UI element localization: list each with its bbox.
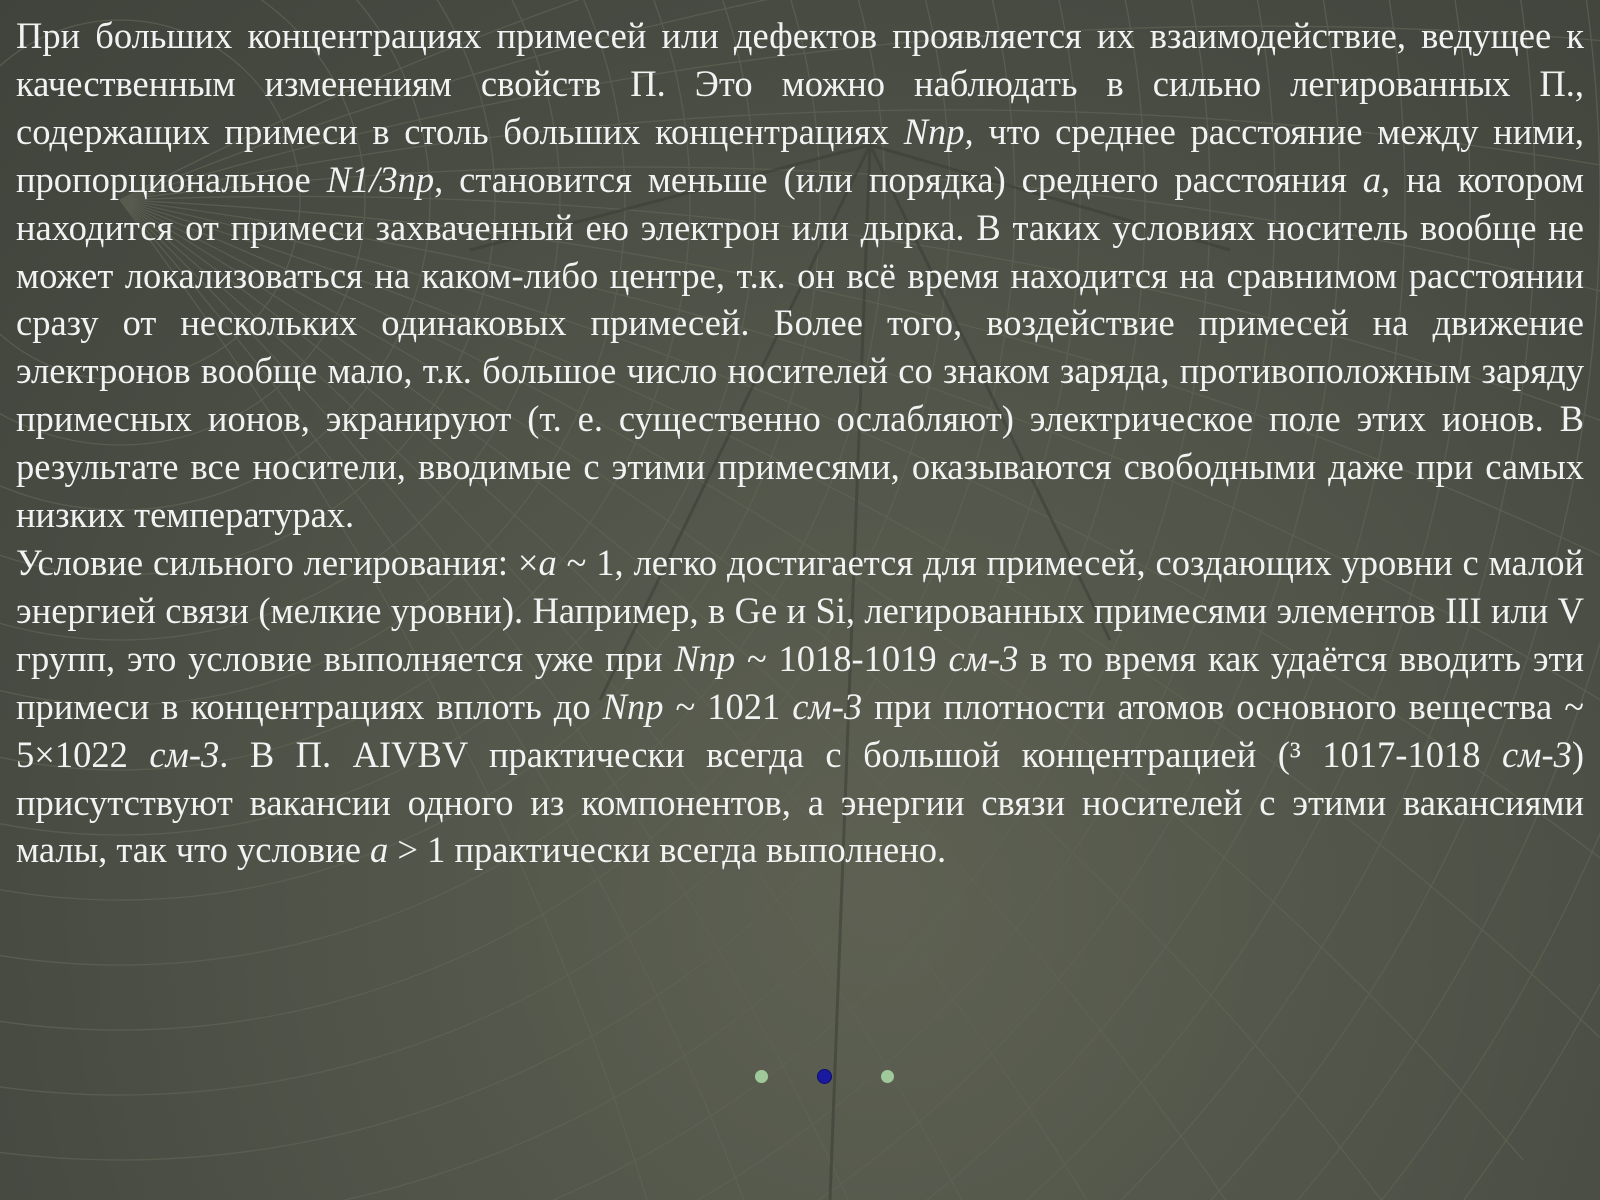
- italic-term: Nпр: [602, 685, 664, 727]
- italic-term: см-3: [792, 685, 863, 727]
- text-run: При больших концентрациях примесей или дефектов проявляется их взаимодействие, ведущее к качественным изменениям свойств П. Это можно наблюдать в сильно легированных П., содержащих примеси в столь больших концентрациях: [16, 15, 1584, 152]
- italic-term: Nпр: [674, 637, 736, 679]
- text-run: , становится меньше (или порядка) среднего расстояния: [434, 158, 1363, 200]
- text-run: ) присутствуют вакансии одного из компонентов, а энергии связи носителей с этими вакансиями малы, так что условие: [16, 733, 1585, 871]
- italic-term: а: [538, 541, 557, 583]
- slide-navigation: [755, 1070, 895, 1086]
- text-run: . В П. AIVBV практически всегда с большой концентрацией (³ 1017-1018: [219, 733, 1502, 775]
- next-slide-dot[interactable]: [881, 1070, 894, 1083]
- paragraph-heavily-doped-semiconductors: [16, 12, 1584, 539]
- previous-slide-dot[interactable]: [755, 1070, 768, 1083]
- text-run: Условие сильного легирования: ×: [16, 541, 539, 583]
- paragraph-strong-doping-condition: [16, 539, 1584, 874]
- current-slide-dot[interactable]: [818, 1070, 831, 1083]
- italic-term: см-3: [948, 637, 1019, 679]
- text-run: ~ 1021: [663, 685, 793, 727]
- text-run: ~ 1, легко достигается для примесей, создающих уровни с малой энергией связи (мелкие уровни). Например, в Ge и Si, легированных примесями элементов III или V групп, это условие выполняется уже при: [16, 541, 1584, 679]
- text-run: ~ 1018-1019: [735, 637, 949, 679]
- italic-term: а: [1362, 158, 1382, 200]
- italic-term: Nпр,: [903, 110, 974, 152]
- italic-term: см-3: [1501, 733, 1572, 775]
- italic-term: а: [370, 829, 389, 871]
- text-run: , на котором находится от примеси захваченный ею электрон или дырка. В таких условиях носитель вообще не может локализоваться на каком-либо центре, т.к. он всё время находится на сравнимом расстоянии сразу от нескольких одинаковых примесей. Более того, воздействие примесей на движение электронов вообще мало, т.к. большое число носителей со знаком заряда, противоположным заряду примесных ионов, экранируют (т. е. существенно ослабляют) электрическое поле этих ионов. В результате все носители, вводимые с этими примесями, оказываются свободными даже при самых низких температурах.: [16, 158, 1584, 536]
- italic-term: см-3: [149, 733, 220, 775]
- slide-body: [16, 12, 1584, 874]
- text-run: что среднее расстояние между ними, пропорциональное: [16, 110, 1585, 200]
- text-run: > 1 практически всегда выполнено.: [388, 829, 947, 871]
- text-run: в то время как удаётся вводить эти примеси в концентрациях вплоть до: [16, 637, 1585, 727]
- italic-term: N1/3пр: [326, 158, 435, 200]
- text-run: при плотности атомов основного вещества ~ 5×1022: [16, 685, 1584, 775]
